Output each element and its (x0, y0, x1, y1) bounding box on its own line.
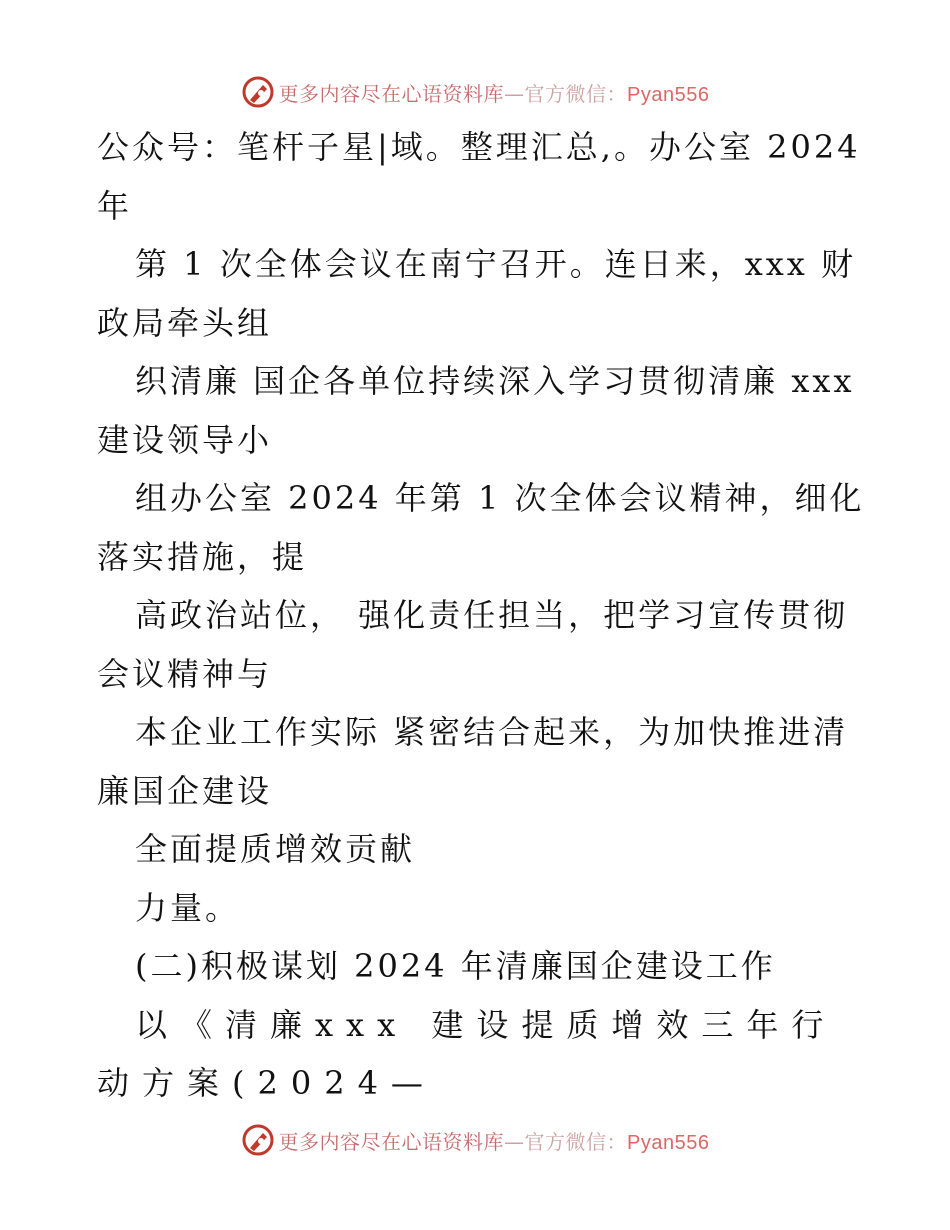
pen-logo-icon (241, 75, 275, 109)
body-line: 建设领导小 (97, 420, 273, 459)
header-banner-text (279, 78, 710, 107)
body-line: 高政治站位， 强化责任担当，把学习宣传贯彻 (135, 596, 849, 634)
footer-banner (0, 1120, 950, 1160)
official-label: 官方微信： (524, 81, 628, 106)
body-line: 落实措施，提 (97, 537, 308, 576)
document-body (97, 118, 865, 1113)
official-label: 官方微信： (524, 1129, 628, 1154)
body-line: 公众号：笔杆子星|域。整理汇总,。办公室 2024 (97, 128, 861, 166)
body-line: 全面提质增效贡献 (135, 830, 416, 868)
body-line: 织清廉 国企各单位持续深入学习贯彻清廉 xxx (135, 362, 855, 400)
body-line: 力量。 (135, 888, 241, 927)
body-line: 廉国企建设 (97, 771, 273, 810)
body-line: 年 (97, 186, 133, 225)
body-line: 会议精神与 (97, 654, 273, 693)
pen-logo-icon (241, 1123, 275, 1157)
section-heading: (二)积极谋划 2024 年清廉国企建设工作 (135, 947, 776, 985)
body-line: 以《清廉xxx 建设提质增效三年行 (135, 1005, 837, 1044)
body-line: 本企业工作实际 紧密结合起来，为加快推进清 (135, 713, 849, 751)
wechat-account: Pyan556 (627, 1131, 710, 1154)
promo-text: 更多内容尽在心语资料库 (278, 81, 505, 106)
header-banner (0, 72, 950, 112)
footer-banner-text (279, 1126, 710, 1155)
promo-text: 更多内容尽在心语资料库 (278, 1129, 505, 1154)
footer-banner-content (241, 1123, 710, 1157)
body-line: 政局牵头组 (97, 303, 273, 342)
promo-dash: — (504, 1129, 525, 1154)
header-banner-content (241, 75, 710, 109)
body-line: 组办公室 2024 年第 1 次全体会议精神，细化 (135, 479, 865, 517)
body-line: 动方案(2024— (97, 1064, 436, 1102)
wechat-account: Pyan556 (627, 83, 710, 106)
body-line: 第 1 次全体会议在南宁召开。连日来，xxx 财 (135, 245, 857, 283)
promo-dash: — (504, 81, 525, 106)
